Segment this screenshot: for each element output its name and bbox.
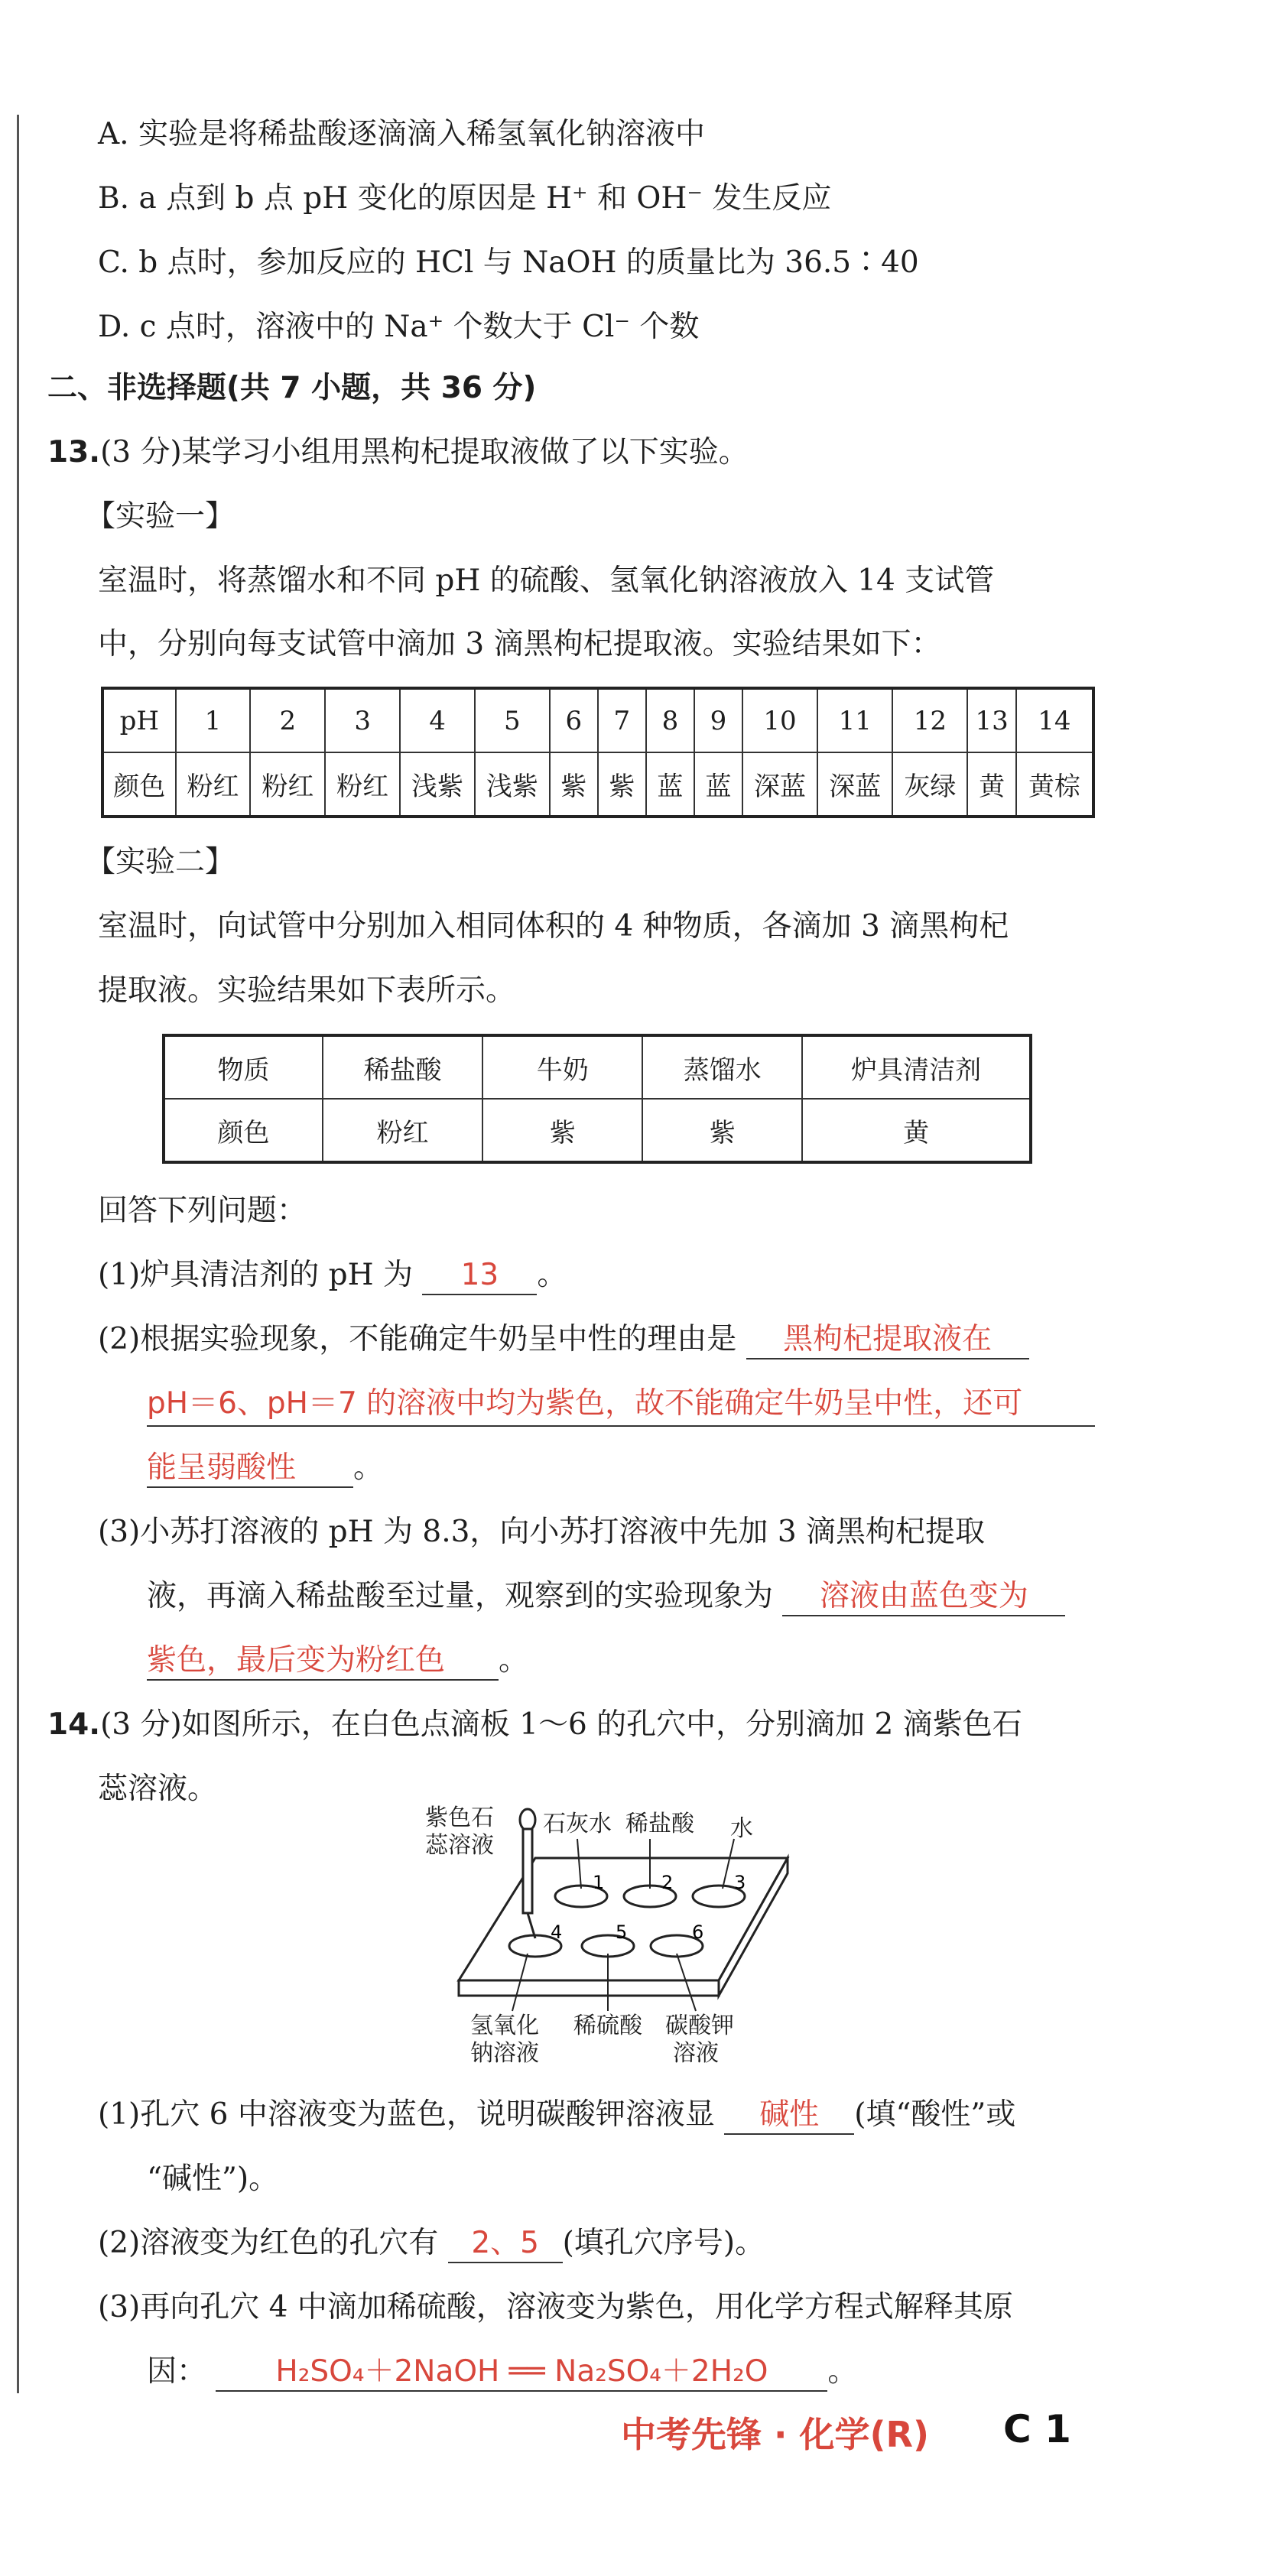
table2-cell: 炉具清洁剂 — [802, 1035, 1031, 1099]
table1-cell: 灰绿 — [892, 752, 967, 817]
q13-table2 — [162, 1034, 1032, 1164]
q14-part2 — [98, 2222, 765, 2265]
q13-part2-answer3: 能呈弱酸性 — [147, 1450, 353, 1488]
table1-cell: 6 — [550, 688, 598, 752]
q14-part2-text: (2)溶液变为红色的孔穴有 — [98, 2226, 439, 2260]
table1-cell: 紫 — [550, 752, 598, 817]
label-dilute-hcl: 稀盐酸 — [625, 1811, 694, 1837]
q14-part1-tail: (填“酸性”或 — [854, 2097, 1016, 2132]
q12-option-c: C. b 点时，参加反应的 HCl 与 NaOH 的质量比为 36.5∶40 — [98, 245, 919, 280]
q13-stem-text: (3 分)某学习小组用黑枸杞提取液做了以下实验。 — [100, 435, 749, 469]
q12-option-a: A. 实验是将稀盐酸逐滴滴入稀氢氧化钠溶液中 — [98, 117, 705, 151]
q14-part1-answer: 碱性 — [724, 2097, 854, 2135]
label-limewater: 石灰水 — [543, 1811, 612, 1837]
q13-exp2-line2: 提取液。实验结果如下表所示。 — [98, 973, 516, 1008]
table2-cell: 稀盐酸 — [323, 1035, 482, 1099]
table1-cell: 蓝 — [646, 752, 694, 817]
table1-cell: 3 — [325, 688, 400, 752]
q13-part2-answer1: 黑枸杞提取液在 — [746, 1321, 1029, 1359]
label-k2co3-line1: 碳酸钾 — [665, 2012, 734, 2039]
q13-table1 — [101, 687, 1095, 818]
table1-cell: 粉红 — [325, 752, 400, 817]
table1-cell: 深蓝 — [742, 752, 817, 817]
table1-cell: 4 — [400, 688, 475, 752]
q13-part1-text: (1)炉具清洁剂的 pH 为 — [98, 1258, 414, 1292]
spot-plate-diagram — [425, 1804, 811, 2080]
q13-exp2-title: 【实验二】 — [86, 845, 236, 879]
q14-stem-line1 — [47, 1704, 1022, 1746]
table2-row-substance — [164, 1035, 1031, 1099]
footer-page-code: C 1 — [1003, 2407, 1071, 2451]
table1-cell: 7 — [598, 688, 646, 752]
table1-cell: 浅紫 — [475, 752, 550, 817]
q13-exp2-line1: 室温时，向试管中分别加入相同体积的 4 种物质，各滴加 3 滴黑枸杞 — [98, 909, 1009, 944]
q13-part3-line2 — [147, 1575, 1065, 1618]
table1-cell: 8 — [646, 688, 694, 752]
table1-cell: 紫 — [598, 752, 646, 817]
table1-cell: 11 — [817, 688, 892, 752]
q14-part3-answer: H₂SO₄＋2NaOH ══ Na₂SO₄＋2H₂O — [216, 2353, 827, 2392]
q13-part2-end: 。 — [353, 1450, 384, 1485]
table2-cell: 蒸馏水 — [642, 1035, 802, 1099]
table1-cell: 浅紫 — [400, 752, 475, 817]
well-number-6: 6 — [692, 1921, 704, 1943]
q13-exp1-title: 【实验一】 — [86, 499, 236, 534]
q14-stem-text: (3 分)如图所示，在白色点滴板 1～6 的孔穴中，分别滴加 2 滴紫色石 — [100, 1707, 1022, 1742]
q13-part2-line1 — [98, 1318, 1029, 1361]
q14-part1 — [98, 2094, 1015, 2136]
table1-row-ph — [102, 688, 1093, 752]
plate-front-edge — [459, 1980, 719, 1996]
label-k2co3-line2: 溶液 — [673, 2040, 719, 2067]
q13-part2-answer2: pH＝6、pH＝7 的溶液中均为紫色，故不能确定牛奶呈中性，还可 — [147, 1382, 1095, 1427]
table1-cell: 黄棕 — [1016, 752, 1093, 817]
table2-cell: 物质 — [164, 1035, 323, 1099]
q13-answer-prompt: 回答下列问题： — [98, 1194, 307, 1228]
label-water: 水 — [730, 1815, 753, 1842]
table2-cell: 黄 — [802, 1099, 1031, 1162]
q14-number: 14. — [47, 1707, 101, 1742]
table1-cell: 12 — [892, 688, 967, 752]
q13-part3-answer2: 紫色，最后变为粉红色 — [147, 1642, 499, 1681]
table1-cell: pH — [102, 688, 176, 752]
well-number-2: 2 — [661, 1872, 674, 1893]
q14-part2-tail: (填孔穴序号)。 — [562, 2226, 765, 2260]
well-number-3: 3 — [734, 1872, 746, 1893]
q13-part2-line2 — [147, 1382, 1095, 1427]
table2-cell: 紫 — [482, 1099, 642, 1162]
q14-stem-line2: 蕊溶液。 — [98, 1772, 218, 1806]
label-naoh-line2: 钠溶液 — [470, 2040, 539, 2067]
dropper-label-line2: 蕊溶液 — [425, 1832, 494, 1859]
table1-cell: 5 — [475, 688, 550, 752]
q14-part1-text: (1)孔穴 6 中溶液变为蓝色，说明碳酸钾溶液显 — [98, 2097, 715, 2132]
q12-option-b: B. a 点到 b 点 pH 变化的原因是 H⁺ 和 OH⁻ 发生反应 — [98, 181, 832, 216]
q13-part3-line3 — [147, 1639, 528, 1682]
table2-row-color — [164, 1099, 1031, 1162]
table1-row-color — [102, 752, 1093, 817]
q13-part1-answer: 13 — [422, 1257, 537, 1295]
table1-cell: 2 — [250, 688, 325, 752]
footer-brand: 中考先锋 · 化学(R) — [621, 2414, 929, 2455]
table1-cell: 1 — [176, 688, 251, 752]
q14-part3-end: 。 — [827, 2354, 858, 2389]
q13-stem — [47, 431, 749, 474]
q13-exp1-line2: 中，分别向每支试管中滴加 3 滴黑枸杞提取液。实验结果如下： — [98, 627, 941, 661]
well-number-5: 5 — [616, 1921, 628, 1943]
table1-cell: 14 — [1016, 688, 1093, 752]
table2-cell: 紫 — [642, 1099, 802, 1162]
q12-option-d: D. c 点时，溶液中的 Na⁺ 个数大于 Cl⁻ 个数 — [98, 310, 700, 344]
q13-number: 13. — [47, 435, 101, 469]
q13-part2-text: (2)根据实验现象，不能确定牛奶呈中性的理由是 — [98, 1322, 737, 1356]
q14-part3-line2 — [147, 2350, 857, 2393]
table2-cell: 粉红 — [323, 1099, 482, 1162]
page-margin-line — [17, 115, 19, 2393]
table1-cell: 粉红 — [176, 752, 251, 817]
q13-part3-answer1: 溶液由蓝色变为 — [782, 1578, 1065, 1616]
q14-part2-answer: 2、5 — [448, 2225, 563, 2263]
q13-part3-end: 。 — [499, 1643, 529, 1678]
dropper-bulb — [520, 1809, 535, 1830]
q13-part2-line3 — [147, 1447, 383, 1489]
q13-part1-end: 。 — [537, 1258, 567, 1292]
table1-cell: 13 — [967, 688, 1015, 752]
section2-title: 二、非选择题(共 7 小题，共 36 分) — [47, 371, 537, 405]
table1-cell: 粉红 — [250, 752, 325, 817]
dropper-label-line1: 紫色石 — [425, 1804, 494, 1831]
label-naoh-line1: 氢氧化 — [470, 2012, 539, 2039]
dropper-tube — [523, 1829, 532, 1913]
q13-exp1-line1: 室温时，将蒸馏水和不同 pH 的硫酸、氢氧化钠溶液放入 14 支试管 — [98, 564, 995, 598]
q14-part1-line2: “碱性”)。 — [147, 2162, 279, 2196]
table1-cell: 蓝 — [694, 752, 742, 817]
label-dilute-h2so4: 稀硫酸 — [573, 2012, 642, 2039]
table1-cell: 黄 — [967, 752, 1015, 817]
q13-part3-line1: (3)小苏打溶液的 pH 为 8.3，向小苏打溶液中先加 3 滴黑枸杞提取 — [98, 1515, 986, 1549]
q14-part3-label: 因： — [147, 2354, 207, 2389]
table1-cell: 颜色 — [102, 752, 176, 817]
q14-part3-line1: (3)再向孔穴 4 中滴加稀硫酸，溶液变为紫色，用化学方程式解释其原 — [98, 2290, 1013, 2324]
table1-cell: 9 — [694, 688, 742, 752]
q13-part3-text: 液，再滴入稀盐酸至过量，观察到的实验现象为 — [147, 1579, 774, 1613]
table1-cell: 10 — [742, 688, 817, 752]
well-number-1: 1 — [593, 1872, 605, 1893]
table2-cell: 牛奶 — [482, 1035, 642, 1099]
well-number-4: 4 — [551, 1921, 563, 1943]
table2-cell: 颜色 — [164, 1099, 323, 1162]
q13-part1 — [98, 1254, 567, 1297]
table1-cell: 深蓝 — [817, 752, 892, 817]
